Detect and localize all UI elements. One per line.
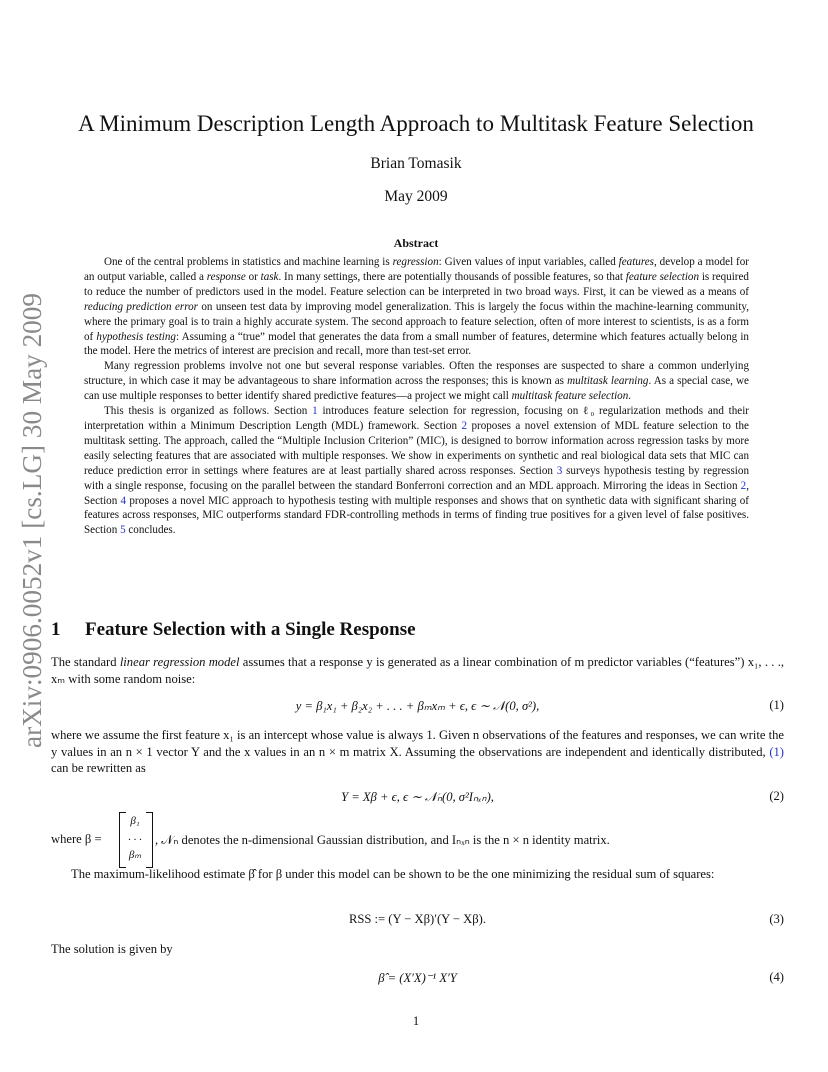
text: : Given values of input variables, called [438, 256, 619, 268]
term-reducing-prediction-error: reducing prediction error [84, 300, 198, 313]
abstract-heading: Abstract [393, 236, 439, 250]
term-feature-selection: feature selection [625, 270, 700, 283]
equation-number: (1) [769, 698, 784, 712]
text: where β = [51, 832, 102, 846]
section-ref-link[interactable]: 4 [120, 494, 127, 507]
text: , Section [84, 479, 749, 507]
text: proposes a novel extension of MDL feature selection to the multitask setting. The approach, called the “Multiple Inclusion Criterion” (MIC), is designed to borrow information across regression tasks by more easily selecting features that are associated with multiple responses. We show in experiments on synthetic and real biological data sets that MIC can reduce prediction error in settings where features are at least partially shared across responses. Section [84, 419, 749, 477]
text: , 𝒩ₙ denotes the n-dimensional Gaussian distribution, and Iₙₓₙ is the n × n identity matrix. [155, 833, 610, 847]
text: concludes. [125, 524, 176, 537]
term-linear-regression-model: linear regression model [119, 655, 240, 669]
text: or [245, 270, 261, 283]
text: , develop a model for an output variable, called a [84, 256, 749, 283]
equation-expression: Y = Xβ + ϵ, ϵ ∼ 𝒩ₙ(0, σ²Iₙₓₙ), [341, 790, 494, 804]
text: : Assuming a “true” model that generates the data from a small number of features, determine which features actually belong in the model. Here the metrics of interest are precision and recall, more than test-set error. [84, 330, 749, 358]
author-name: Brian Tomasik [370, 155, 462, 172]
text: proposes a novel MIC approach to hypothesis testing with multiple responses and shows that on synthetic data with significant sharing of features across responses, MIC outperforms standard FDR-controlling methods in terms of finding true positives for a given level of false positives. Section [84, 494, 749, 537]
equation-expression: y = β₁x₁ + β₂x₂ + . . . + βₘxₘ + ϵ, ϵ ∼ 𝒩(0, σ²), [295, 699, 540, 713]
section-paragraph-4 [51, 941, 784, 958]
text: The standard [51, 655, 120, 669]
term-features: features [618, 256, 654, 268]
section-paragraph-2 [51, 727, 784, 777]
beta-vector-definition [51, 812, 784, 872]
text: is required to reduce the number of predictors used in the model. Feature selection can be interpreted in two broad ways. First, it can be viewed as a means of [84, 270, 749, 298]
text: assumes that a response y is generated as a linear combination of m predictor variables (“features”) x₁, . . ., xₘ with some random noise: [51, 655, 784, 686]
term-multitask-feature-selection: multitask feature selection [511, 390, 629, 403]
text: . In many settings, there are potentially thousands of possible features, so that [278, 270, 626, 283]
equation-number: (4) [769, 970, 784, 984]
section-heading [51, 619, 771, 641]
matrix-cell: βₘ [128, 849, 142, 861]
text: . [628, 390, 632, 403]
arxiv-stamp-text: arXiv:0906.0052v1 [cs.LG] 30 May 2009 [17, 296, 47, 748]
term-hypothesis-testing: hypothesis testing [96, 330, 176, 343]
text: Many regression problems involve not one but several response variables. Often the responses are suspected to share a common underlying structure, in which case it may be advantageous to share information across the responses; this is known as [84, 360, 749, 388]
term-response: response [206, 270, 246, 283]
abstract-paragraph-3 [84, 404, 749, 538]
equation-ref-link[interactable]: (1) [769, 744, 784, 759]
section-number: 1 [51, 619, 61, 640]
abstract-paragraph-2 [84, 359, 749, 404]
matrix-cell: . . . [128, 831, 142, 843]
section-ref-link[interactable]: 2 [461, 419, 468, 432]
equation-number: (3) [769, 912, 784, 926]
section-ref-link[interactable]: 1 [312, 405, 318, 418]
abstract-body [84, 255, 749, 538]
section-title: Feature Selection with a Single Response [85, 619, 416, 640]
text: where we assume the first feature x₁ is an intercept whose value is always 1. Given n observations of the features and responses, we can write the y values in an n × 1 vector Y and the x values in an n × m matrix X. Assuming the observations are independent and identically distributed, [51, 728, 784, 759]
paper-date: May 2009 [384, 188, 448, 205]
equation-expression: RSS := (Y − Xβ)′(Y − Xβ). [348, 912, 487, 926]
page-number: 1 [412, 1014, 420, 1028]
text: surveys hypothesis testing by regression with a single response, focusing on the parallel between the standard Bonferroni correction and an MDL approach. Mirroring the ideas in Section [84, 464, 749, 492]
abstract-paragraph-1 [84, 255, 749, 359]
text: One of the central problems in statistics and machine learning is [104, 256, 393, 268]
text: can be rewritten as [51, 761, 146, 776]
equation-3 [51, 912, 784, 932]
term-task: task [260, 270, 279, 283]
equation-4 [51, 970, 784, 990]
equation-expression: β̂ = (X′X)⁻¹ X′Y [378, 971, 457, 985]
section-ref-link[interactable]: 3 [556, 464, 563, 477]
section-paragraph-1 [51, 654, 784, 687]
text: on unseen test data by improving model generalization. This is largely the focus within the machine-learning community, where the primary goal is to train a highly accurate system. The second approach to feature selection, often of more interest to scientists, is as a form of [84, 300, 749, 343]
section-paragraph-3 [51, 866, 784, 883]
equation-number: (2) [769, 789, 784, 803]
section-ref-link[interactable]: 2 [740, 479, 747, 492]
section-ref-link[interactable]: 5 [120, 524, 126, 537]
text: This thesis is organized as follows. Section [104, 405, 313, 418]
paper-title: A Minimum Description Length Approach to Multitask Feature Selection [78, 111, 754, 136]
arxiv-side-stamp [8, 290, 54, 750]
term-multitask-learning: multitask learning [567, 375, 649, 388]
term-regression: regression [392, 256, 439, 268]
text: The solution is given by [51, 942, 173, 956]
equation-2 [51, 789, 784, 809]
text: The maximum-likelihood estimate β̂ for β under this model can be shown to be the one minimizing the residual sum of squares: [71, 867, 715, 881]
matrix-cell: β₁ [130, 815, 140, 827]
text: introduces feature selection for regression, focusing on ℓ₀ regularization methods and their interpretation within a Minimum Description Length (MDL) framework. Section [84, 405, 749, 432]
text: . As a special case, we can use multiple responses to better identify shared predictive features—a project we might call [84, 375, 749, 403]
equation-1 [51, 698, 784, 718]
matrix-right-bracket [146, 812, 153, 868]
